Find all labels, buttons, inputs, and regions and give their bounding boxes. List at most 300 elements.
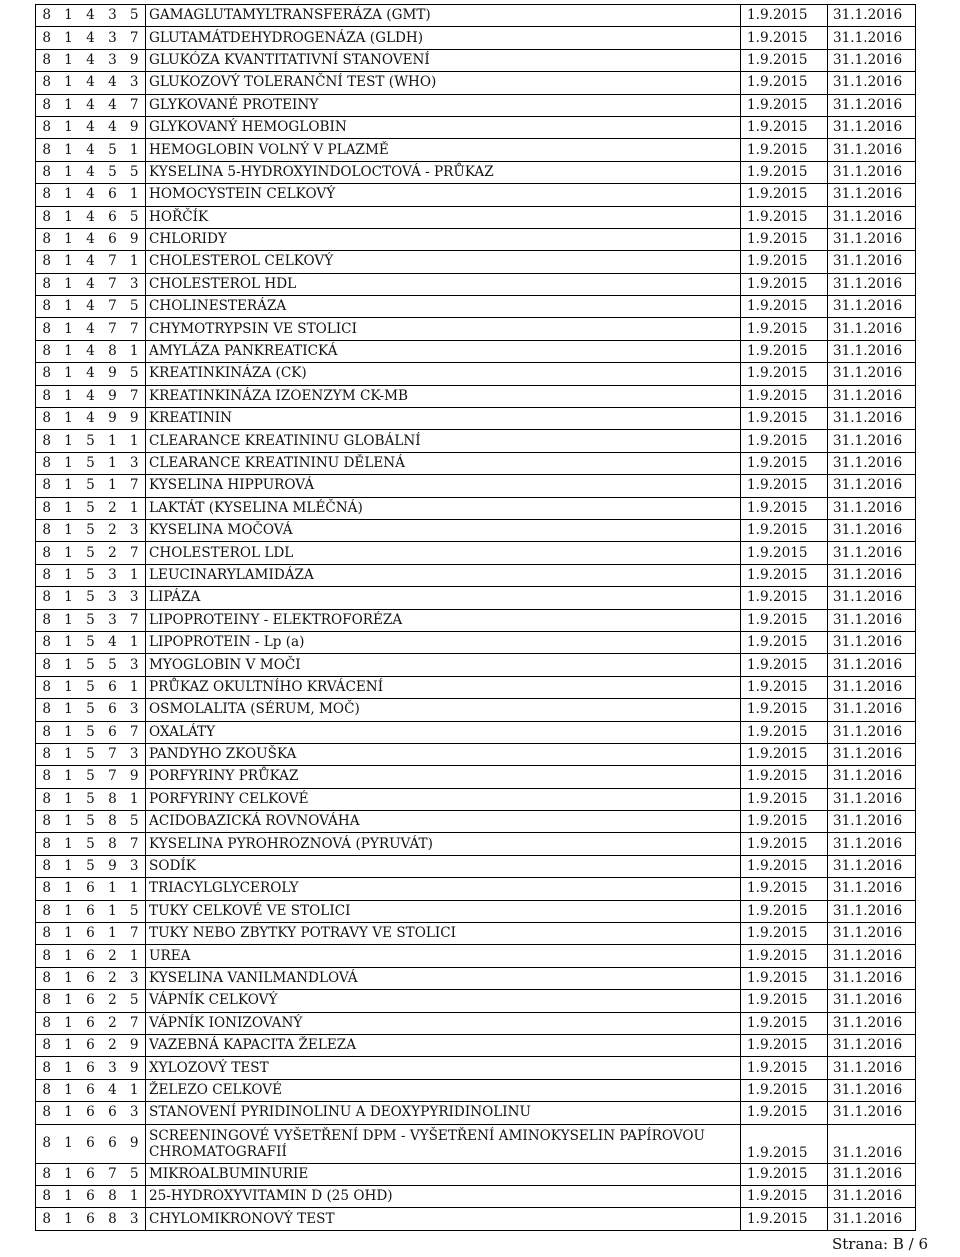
code-digit: 8	[102, 1208, 124, 1230]
code-digit: 1	[58, 990, 80, 1012]
code-digit: 2	[102, 990, 124, 1012]
code-digit: 6	[102, 1102, 124, 1124]
code-digit: 2	[102, 945, 124, 967]
code-digit: 8	[36, 923, 58, 945]
code-digit: 8	[36, 49, 58, 71]
item-name: TUKY CELKOVÉ VE STOLICI	[146, 900, 741, 922]
code-digit: 3	[124, 519, 146, 541]
code-digit: 4	[80, 94, 102, 116]
valid-to: 31.1.2016	[828, 766, 916, 788]
code-digit: 1	[58, 923, 80, 945]
valid-from: 1.9.2015	[741, 340, 828, 362]
code-digit: 1	[58, 5, 80, 27]
code-digit: 1	[58, 587, 80, 609]
code-digit: 7	[102, 273, 124, 295]
code-digit: 9	[124, 1034, 146, 1056]
code-digit: 8	[36, 676, 58, 698]
code-digit: 5	[80, 564, 102, 586]
valid-from: 1.9.2015	[741, 139, 828, 161]
code-digit: 3	[102, 609, 124, 631]
code-digit: 4	[80, 318, 102, 340]
table-row	[36, 855, 916, 877]
code-digit: 8	[102, 340, 124, 362]
code-digit: 1	[124, 1185, 146, 1207]
valid-from: 1.9.2015	[741, 430, 828, 452]
code-digit: 8	[36, 161, 58, 183]
item-name: CLEARANCE KREATININU GLOBÁLNÍ	[146, 430, 741, 452]
code-digit: 8	[36, 1012, 58, 1034]
code-digit: 6	[80, 923, 102, 945]
table-row	[36, 340, 916, 362]
item-name: OSMOLALITA (SÉRUM, MOČ)	[146, 699, 741, 721]
valid-from: 1.9.2015	[741, 1012, 828, 1034]
code-digit: 3	[124, 72, 146, 94]
valid-from: 1.9.2015	[741, 631, 828, 653]
code-digit: 6	[80, 1057, 102, 1079]
valid-to: 31.1.2016	[828, 116, 916, 138]
code-digit: 8	[36, 139, 58, 161]
code-digit: 1	[58, 1012, 80, 1034]
code-digit: 8	[36, 475, 58, 497]
code-digit: 5	[80, 430, 102, 452]
code-digit: 5	[80, 811, 102, 833]
code-digit: 1	[58, 72, 80, 94]
code-digit: 8	[36, 743, 58, 765]
code-digit: 9	[124, 228, 146, 250]
valid-from: 1.9.2015	[741, 72, 828, 94]
item-name: PANDYHO ZKOUŠKA	[146, 743, 741, 765]
code-digit: 9	[124, 116, 146, 138]
valid-to: 31.1.2016	[828, 228, 916, 250]
code-digit: 1	[58, 430, 80, 452]
code-digit: 1	[58, 743, 80, 765]
code-digit: 9	[102, 363, 124, 385]
code-digit: 5	[80, 855, 102, 877]
item-name: PRŮKAZ OKULTNÍHO KRVÁCENÍ	[146, 676, 741, 698]
code-digit: 4	[80, 206, 102, 228]
table-row	[36, 1163, 916, 1185]
valid-to: 31.1.2016	[828, 1102, 916, 1124]
valid-from: 1.9.2015	[741, 408, 828, 430]
code-digit: 5	[80, 542, 102, 564]
table-row	[36, 878, 916, 900]
code-digit: 4	[80, 273, 102, 295]
valid-to: 31.1.2016	[828, 206, 916, 228]
code-table	[35, 4, 916, 1231]
table-row	[36, 1102, 916, 1124]
valid-to: 31.1.2016	[828, 1012, 916, 1034]
code-digit: 1	[58, 497, 80, 519]
code-digit: 1	[124, 788, 146, 810]
table-row	[36, 475, 916, 497]
valid-from: 1.9.2015	[741, 1163, 828, 1185]
code-digit: 3	[124, 967, 146, 989]
table-row	[36, 788, 916, 810]
code-digit: 7	[124, 94, 146, 116]
valid-from: 1.9.2015	[741, 564, 828, 586]
table-row	[36, 766, 916, 788]
item-name: HEMOGLOBIN VOLNÝ V PLAZMĚ	[146, 139, 741, 161]
table-row	[36, 318, 916, 340]
code-digit: 9	[102, 855, 124, 877]
valid-from: 1.9.2015	[741, 654, 828, 676]
code-digit: 5	[80, 497, 102, 519]
valid-to: 31.1.2016	[828, 1163, 916, 1185]
code-digit: 8	[36, 811, 58, 833]
item-name: CHOLESTEROL CELKOVÝ	[146, 251, 741, 273]
code-digit: 6	[80, 1012, 102, 1034]
code-digit: 1	[124, 676, 146, 698]
item-name: GLUKÓZA KVANTITATIVNÍ STANOVENÍ	[146, 49, 741, 71]
code-digit: 5	[80, 743, 102, 765]
item-name: CHOLINESTERÁZA	[146, 296, 741, 318]
valid-from: 1.9.2015	[741, 699, 828, 721]
code-digit: 1	[58, 340, 80, 362]
valid-from: 1.9.2015	[741, 1185, 828, 1207]
code-digit: 2	[102, 1034, 124, 1056]
valid-from: 1.9.2015	[741, 945, 828, 967]
code-digit: 4	[80, 340, 102, 362]
item-name: 25-HYDROXYVITAMIN D (25 OHD)	[146, 1185, 741, 1207]
item-name: TRIACYLGLYCEROLY	[146, 878, 741, 900]
valid-to: 31.1.2016	[828, 631, 916, 653]
code-digit: 1	[58, 855, 80, 877]
code-digit: 5	[124, 811, 146, 833]
valid-to: 31.1.2016	[828, 923, 916, 945]
code-digit: 8	[36, 945, 58, 967]
table-row	[36, 161, 916, 183]
item-name: ACIDOBAZICKÁ ROVNOVÁHA	[146, 811, 741, 833]
table-row	[36, 1057, 916, 1079]
valid-to: 31.1.2016	[828, 1124, 916, 1163]
code-digit: 1	[102, 430, 124, 452]
code-digit: 4	[80, 49, 102, 71]
item-name: ŽELEZO CELKOVÉ	[146, 1079, 741, 1101]
code-digit: 1	[58, 318, 80, 340]
code-digit: 7	[102, 318, 124, 340]
code-digit: 4	[80, 251, 102, 273]
table-row	[36, 721, 916, 743]
code-digit: 6	[80, 1079, 102, 1101]
table-row	[36, 1079, 916, 1101]
item-name: VÁPNÍK CELKOVÝ	[146, 990, 741, 1012]
code-digit: 4	[80, 408, 102, 430]
code-digit: 6	[80, 990, 102, 1012]
code-digit: 1	[124, 878, 146, 900]
valid-to: 31.1.2016	[828, 1034, 916, 1056]
code-digit: 5	[102, 161, 124, 183]
code-digit: 7	[102, 743, 124, 765]
code-digit: 8	[36, 116, 58, 138]
item-name: KYSELINA HIPPUROVÁ	[146, 475, 741, 497]
valid-to: 31.1.2016	[828, 497, 916, 519]
item-name: HOMOCYSTEIN CELKOVÝ	[146, 184, 741, 206]
code-digit: 1	[58, 1163, 80, 1185]
code-digit: 6	[80, 900, 102, 922]
table-row	[36, 699, 916, 721]
code-digit: 7	[102, 1163, 124, 1185]
table-row	[36, 654, 916, 676]
code-digit: 8	[36, 27, 58, 49]
table-row	[36, 385, 916, 407]
valid-from: 1.9.2015	[741, 318, 828, 340]
valid-to: 31.1.2016	[828, 721, 916, 743]
code-digit: 6	[102, 699, 124, 721]
valid-to: 31.1.2016	[828, 542, 916, 564]
code-digit: 1	[58, 766, 80, 788]
code-digit: 6	[80, 945, 102, 967]
valid-to: 31.1.2016	[828, 408, 916, 430]
table-row	[36, 676, 916, 698]
code-digit: 5	[80, 833, 102, 855]
valid-from: 1.9.2015	[741, 855, 828, 877]
code-digit: 1	[124, 497, 146, 519]
code-digit: 1	[102, 878, 124, 900]
code-digit: 3	[124, 452, 146, 474]
code-digit: 1	[124, 430, 146, 452]
code-digit: 7	[124, 609, 146, 631]
code-digit: 6	[102, 206, 124, 228]
valid-to: 31.1.2016	[828, 1185, 916, 1207]
code-digit: 1	[58, 273, 80, 295]
valid-from: 1.9.2015	[741, 1057, 828, 1079]
code-digit: 6	[80, 1124, 102, 1163]
code-digit: 1	[58, 721, 80, 743]
code-digit: 6	[102, 184, 124, 206]
code-digit: 8	[36, 542, 58, 564]
code-digit: 1	[58, 878, 80, 900]
valid-to: 31.1.2016	[828, 452, 916, 474]
valid-to: 31.1.2016	[828, 878, 916, 900]
item-name: KYSELINA VANILMANDLOVÁ	[146, 967, 741, 989]
code-digit: 1	[124, 1079, 146, 1101]
code-digit: 1	[124, 340, 146, 362]
item-name: PORFYRINY PRŮKAZ	[146, 766, 741, 788]
item-name: LIPOPROTEINY - ELEKTROFORÉZA	[146, 609, 741, 631]
code-digit: 1	[58, 788, 80, 810]
item-name: TUKY NEBO ZBYTKY POTRAVY VE STOLICI	[146, 923, 741, 945]
code-digit: 8	[36, 251, 58, 273]
code-digit: 1	[58, 452, 80, 474]
code-digit: 4	[80, 363, 102, 385]
valid-to: 31.1.2016	[828, 990, 916, 1012]
code-digit: 4	[102, 94, 124, 116]
code-digit: 1	[58, 945, 80, 967]
code-digit: 2	[102, 1012, 124, 1034]
code-digit: 8	[36, 654, 58, 676]
code-digit: 8	[36, 385, 58, 407]
code-digit: 1	[58, 1124, 80, 1163]
valid-from: 1.9.2015	[741, 542, 828, 564]
code-digit: 1	[58, 139, 80, 161]
table-row	[36, 542, 916, 564]
code-digit: 1	[58, 1057, 80, 1079]
code-digit: 3	[124, 855, 146, 877]
valid-to: 31.1.2016	[828, 587, 916, 609]
valid-from: 1.9.2015	[741, 5, 828, 27]
table-row	[36, 273, 916, 295]
code-digit: 3	[102, 27, 124, 49]
code-digit: 5	[124, 900, 146, 922]
code-digit: 1	[124, 139, 146, 161]
page-number: Strana: B / 6	[832, 1235, 928, 1253]
valid-from: 1.9.2015	[741, 833, 828, 855]
item-name: CHYMOTRYPSIN VE STOLICI	[146, 318, 741, 340]
table-row	[36, 49, 916, 71]
item-name: XYLOZOVÝ TEST	[146, 1057, 741, 1079]
code-digit: 3	[102, 1057, 124, 1079]
valid-to: 31.1.2016	[828, 788, 916, 810]
code-digit: 8	[36, 900, 58, 922]
code-digit: 7	[124, 318, 146, 340]
valid-from: 1.9.2015	[741, 49, 828, 71]
code-digit: 7	[102, 251, 124, 273]
valid-from: 1.9.2015	[741, 27, 828, 49]
item-name: CLEARANCE KREATININU DĚLENÁ	[146, 452, 741, 474]
code-digit: 5	[80, 609, 102, 631]
code-digit: 2	[102, 519, 124, 541]
valid-to: 31.1.2016	[828, 967, 916, 989]
valid-to: 31.1.2016	[828, 900, 916, 922]
code-digit: 8	[36, 631, 58, 653]
code-digit: 7	[124, 923, 146, 945]
code-digit: 8	[36, 564, 58, 586]
code-digit: 1	[102, 923, 124, 945]
valid-from: 1.9.2015	[741, 811, 828, 833]
code-digit: 8	[36, 363, 58, 385]
valid-to: 31.1.2016	[828, 475, 916, 497]
valid-to: 31.1.2016	[828, 251, 916, 273]
valid-to: 31.1.2016	[828, 654, 916, 676]
code-digit: 3	[124, 587, 146, 609]
code-digit: 6	[80, 1185, 102, 1207]
code-digit: 5	[124, 206, 146, 228]
valid-to: 31.1.2016	[828, 833, 916, 855]
code-digit: 8	[36, 1208, 58, 1230]
code-digit: 1	[58, 363, 80, 385]
code-digit: 4	[80, 184, 102, 206]
table-row	[36, 139, 916, 161]
item-name: CHOLESTEROL HDL	[146, 273, 741, 295]
item-name: VAZEBNÁ KAPACITA ŽELEZA	[146, 1034, 741, 1056]
code-digit: 8	[36, 967, 58, 989]
table-row	[36, 743, 916, 765]
code-digit: 6	[80, 1163, 102, 1185]
valid-to: 31.1.2016	[828, 811, 916, 833]
code-digit: 8	[36, 1034, 58, 1056]
code-digit: 1	[124, 184, 146, 206]
code-digit: 9	[102, 408, 124, 430]
table-row	[36, 631, 916, 653]
code-digit: 3	[124, 1208, 146, 1230]
table-row	[36, 116, 916, 138]
valid-to: 31.1.2016	[828, 564, 916, 586]
code-digit: 7	[102, 296, 124, 318]
code-digit: 8	[36, 318, 58, 340]
code-digit: 1	[58, 833, 80, 855]
valid-to: 31.1.2016	[828, 139, 916, 161]
code-digit: 3	[102, 587, 124, 609]
item-name: LEUCINARYLAMIDÁZA	[146, 564, 741, 586]
item-name: LAKTÁT (KYSELINA MLÉČNÁ)	[146, 497, 741, 519]
code-digit: 5	[124, 363, 146, 385]
code-digit: 6	[80, 1208, 102, 1230]
code-digit: 7	[124, 27, 146, 49]
code-digit: 5	[80, 721, 102, 743]
code-digit: 6	[80, 1102, 102, 1124]
code-digit: 8	[36, 296, 58, 318]
code-digit: 1	[124, 945, 146, 967]
table-row	[36, 228, 916, 250]
item-name: GLYKOVANÉ PROTEINY	[146, 94, 741, 116]
code-digit: 9	[124, 1057, 146, 1079]
valid-from: 1.9.2015	[741, 743, 828, 765]
code-digit: 5	[80, 519, 102, 541]
valid-to: 31.1.2016	[828, 27, 916, 49]
valid-to: 31.1.2016	[828, 519, 916, 541]
code-digit: 5	[80, 788, 102, 810]
code-digit: 5	[80, 699, 102, 721]
code-digit: 8	[36, 184, 58, 206]
code-digit: 3	[102, 49, 124, 71]
code-digit: 1	[102, 452, 124, 474]
code-digit: 1	[58, 654, 80, 676]
item-name: CHYLOMIKRONOVÝ TEST	[146, 1208, 741, 1230]
code-digit: 8	[36, 788, 58, 810]
code-digit: 3	[124, 743, 146, 765]
code-digit: 4	[80, 228, 102, 250]
code-digit: 6	[80, 967, 102, 989]
code-digit: 1	[58, 94, 80, 116]
table-row	[36, 27, 916, 49]
code-digit: 5	[80, 475, 102, 497]
table-row	[36, 811, 916, 833]
item-name: KYSELINA MOČOVÁ	[146, 519, 741, 541]
code-digit: 1	[58, 161, 80, 183]
table-row	[36, 184, 916, 206]
code-digit: 8	[36, 5, 58, 27]
valid-from: 1.9.2015	[741, 1102, 828, 1124]
item-name: LIPÁZA	[146, 587, 741, 609]
code-digit: 5	[80, 587, 102, 609]
valid-to: 31.1.2016	[828, 430, 916, 452]
code-digit: 1	[58, 1208, 80, 1230]
valid-to: 31.1.2016	[828, 385, 916, 407]
code-digit: 8	[102, 1185, 124, 1207]
code-digit: 8	[36, 430, 58, 452]
valid-from: 1.9.2015	[741, 788, 828, 810]
code-digit: 8	[36, 452, 58, 474]
table-row	[36, 497, 916, 519]
valid-from: 1.9.2015	[741, 766, 828, 788]
code-digit: 8	[36, 206, 58, 228]
item-name: VÁPNÍK IONIZOVANÝ	[146, 1012, 741, 1034]
valid-to: 31.1.2016	[828, 318, 916, 340]
table-row	[36, 430, 916, 452]
table-row	[36, 408, 916, 430]
code-digit: 6	[102, 228, 124, 250]
item-name: SCREENINGOVÉ VYŠETŘENÍ DPM - VYŠETŘENÍ AMINOKYSELIN PAPÍROVOU CHROMATOGRAFIÍ	[146, 1124, 741, 1163]
code-digit: 1	[58, 116, 80, 138]
item-name: KREATINKINÁZA IZOENZYM CK-MB	[146, 385, 741, 407]
code-digit: 6	[102, 1124, 124, 1163]
code-digit: 4	[80, 5, 102, 27]
table-row	[36, 923, 916, 945]
code-digit: 3	[102, 564, 124, 586]
code-digit: 1	[58, 967, 80, 989]
code-digit: 1	[58, 1034, 80, 1056]
table-row	[36, 72, 916, 94]
